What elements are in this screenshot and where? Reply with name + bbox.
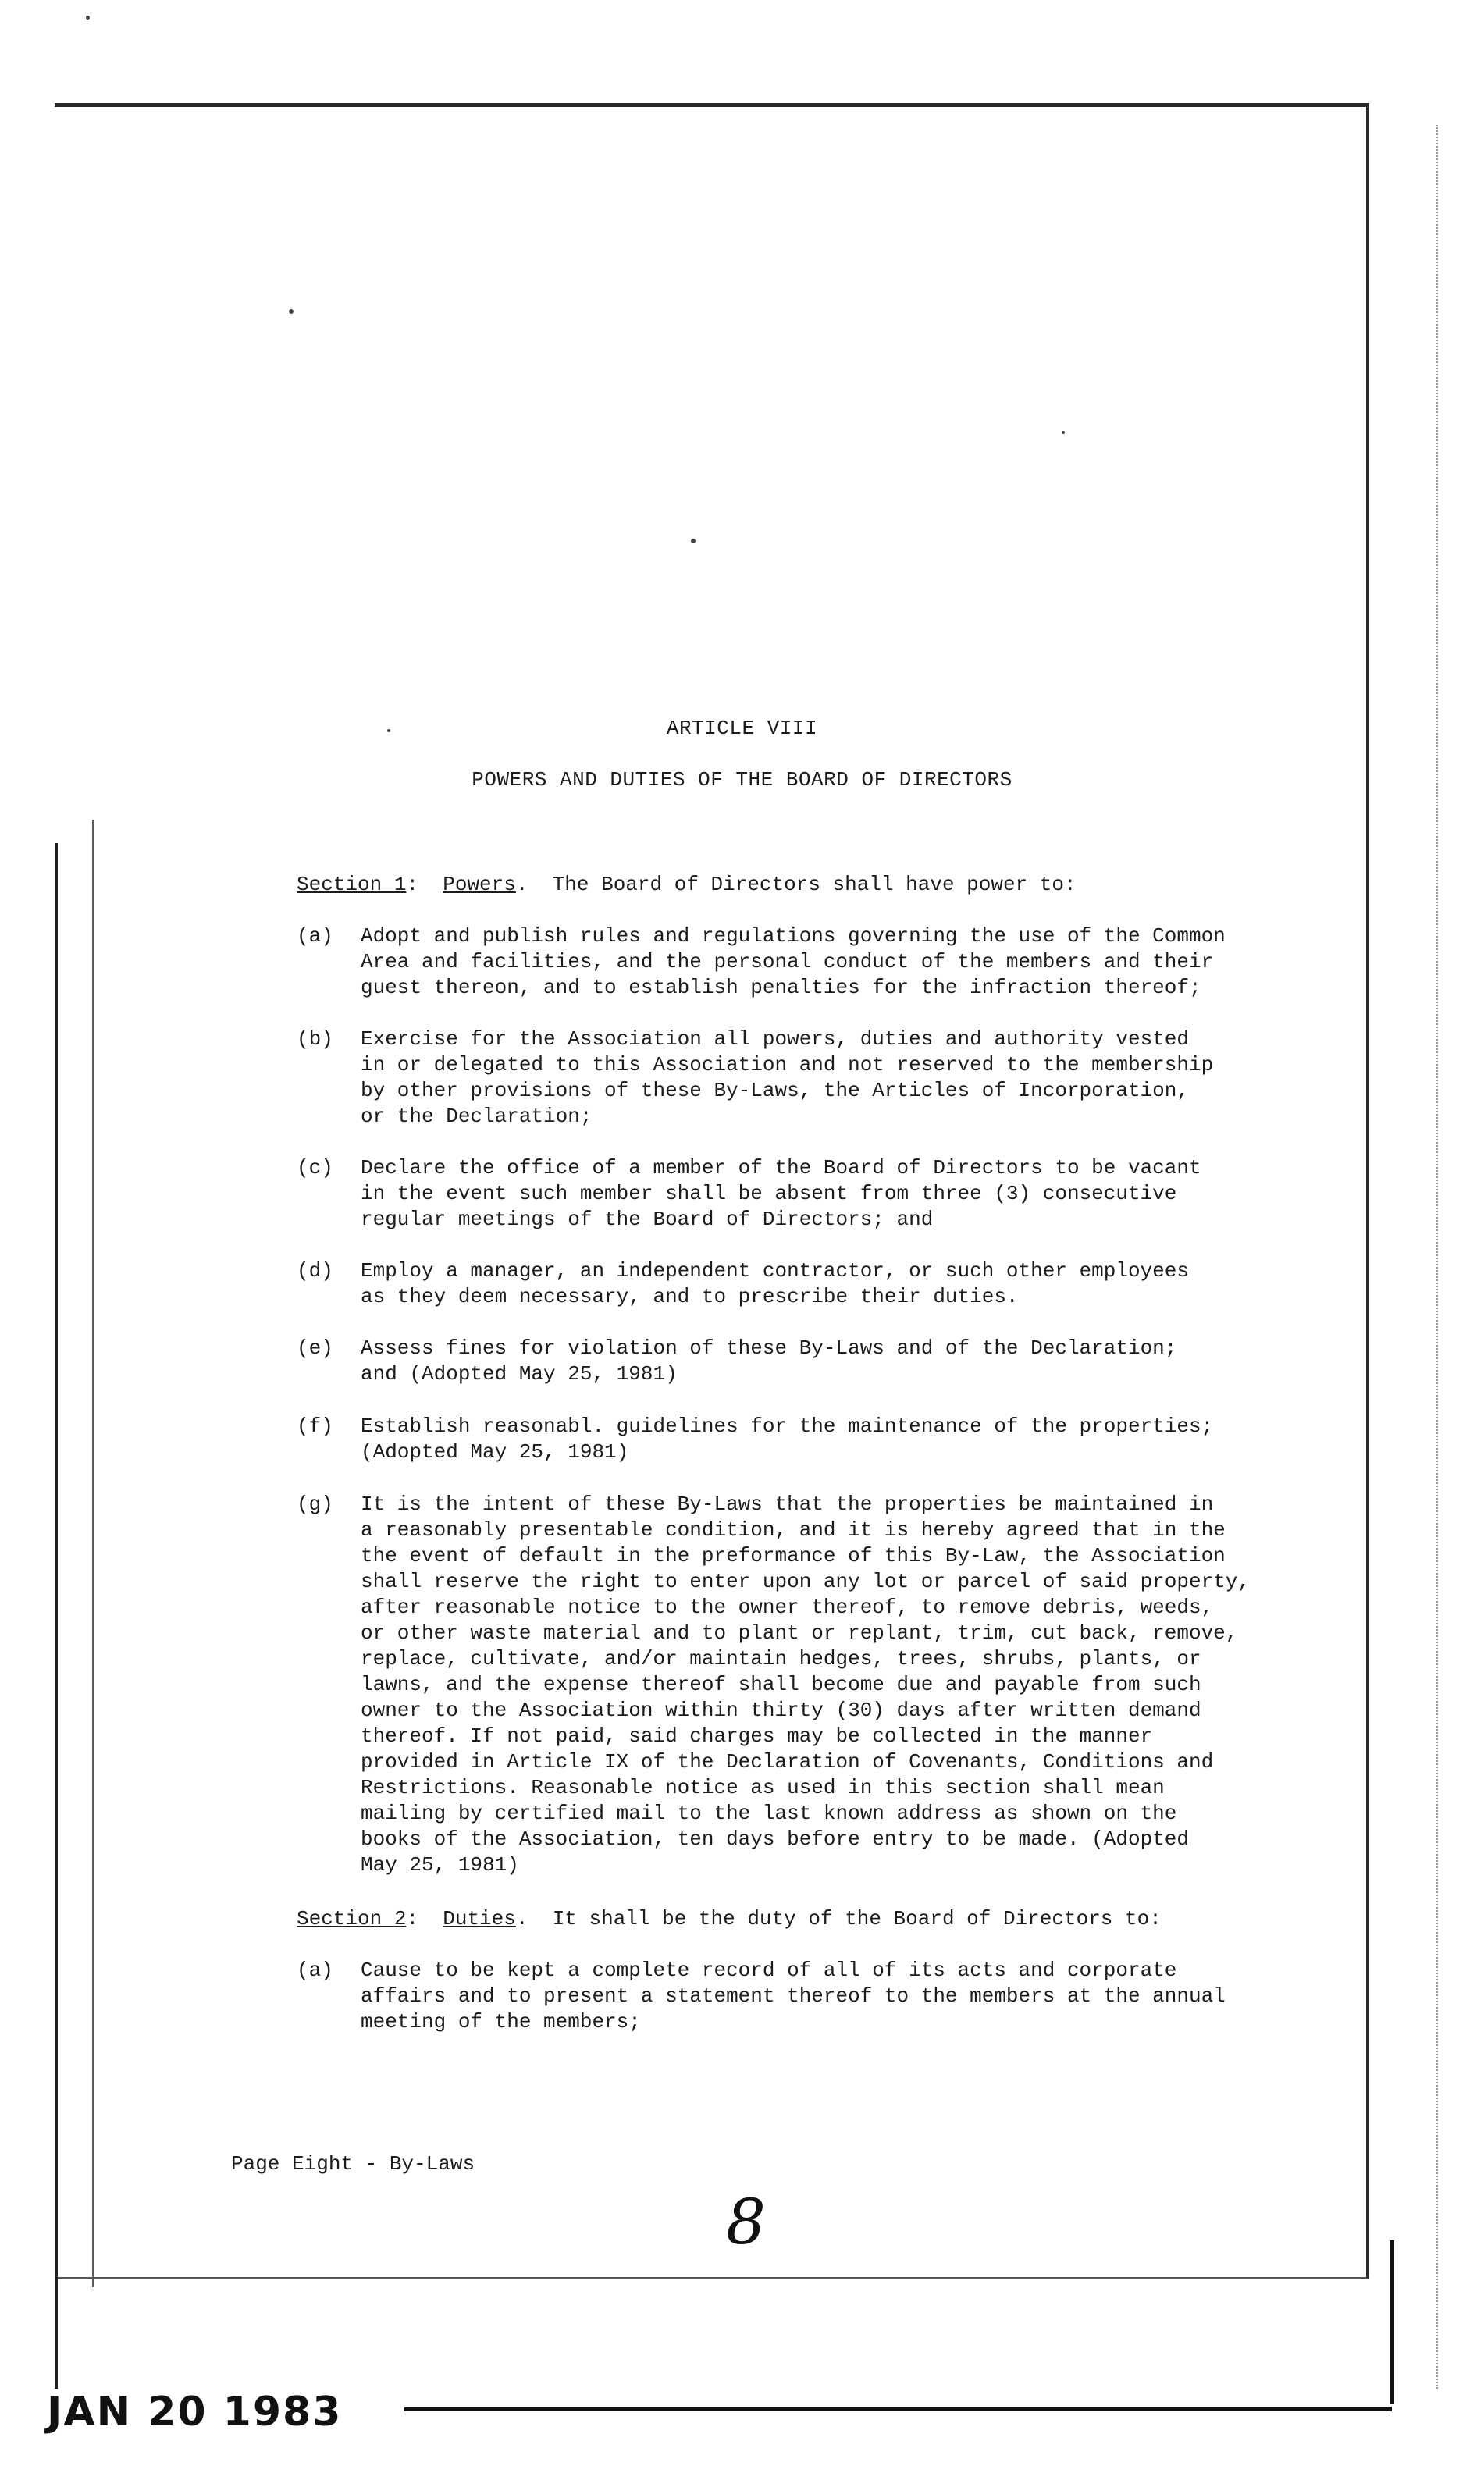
scan-speckle <box>289 309 294 314</box>
section-1-heading: Section 1: Powers. The Board of Directors shall have power to: <box>297 873 1077 896</box>
right-edge-scan-artifact <box>1436 125 1469 2389</box>
bottom-rule <box>404 2407 1392 2411</box>
item-text: Cause to be kept a complete record of all of its acts and corporate affairs and to present a statement thereof to the members at the annual meeting of the members; <box>361 1959 1226 2034</box>
item-text: Establish reasonabl. guidelines for the maintenance of the properties; (Adopted May 25, 1981) <box>361 1414 1214 1464</box>
page-footer: Page Eight - By-Laws <box>231 2152 475 2176</box>
item-text: Declare the office of a member of the Board of Directors to be vacant in the event such member shall be absent from three (3) consecutive regular meetings of the Board of Directors; and <box>361 1156 1201 1231</box>
item-label: (b) <box>297 1027 333 1051</box>
item-text: It is the intent of these By-Laws that the properties be maintained in a reasonably presentable condition, and it is hereby agreed that in the the event of default in the preformance of this By-Law, the Association shall reserve the right to enter upon any lot or parcel of said property, after reasonable notice to the owner thereof, to remove debris, weeds, or other waste material and to plant or replant, trim, cut back, remove, replace, cultivate, and/or maintain hedges, trees, shrubs, plants, or lawns, and the expense thereof shall become due and payable from such owner to the Association within thirty (30) days after written demand thereof. If not paid, said charges may be collected in the manner provided in Article IX of the Declaration of Covenants, Conditions and Restrictions. Reasonable notice as used in this section shall mean mailing by certified mail to the last known address as shown on the books of the Association, ten days before entry to be made. (Adopted May 25, 1981) <box>361 1493 1250 1877</box>
item-text: Exercise for the Association all powers, duties and authority vested in or delegated to this Association and not reserved to the membership by other provisions of these By-Laws, the Articles of Incorporation, or the Declaration; <box>361 1027 1214 1128</box>
section-2-heading: Section 2: Duties. It shall be the duty of the Board of Directors to: <box>297 1907 1162 1930</box>
left-margin-rule <box>55 843 58 2389</box>
item-label: (e) <box>297 1336 333 1360</box>
received-date-stamp: JAN 20 1983 <box>47 2389 343 2436</box>
left-margin-thin-rule <box>92 820 94 2287</box>
item-label: (g) <box>297 1493 333 1516</box>
item-label: (a) <box>297 1959 333 1982</box>
section-1-label: Section 1 <box>297 873 407 896</box>
item-text: Adopt and publish rules and regulations governing the use of the Common Area and facilities, and the personal conduct of the members and their guest thereon, and to establish penalties for the infraction thereof; <box>361 924 1226 999</box>
scan-speckle <box>86 16 90 20</box>
right-edge-rule <box>1390 2240 1394 2404</box>
section-2-title: Duties <box>443 1907 516 1930</box>
scan-speckle <box>691 539 696 543</box>
item-label: (f) <box>297 1414 333 1438</box>
scan-speckle <box>1062 431 1065 434</box>
item-text: Assess fines for violation of these By-Laws and of the Declaration; and (Adopted May 25, 1981) <box>361 1336 1177 1386</box>
section-2-label: Section 2 <box>297 1907 407 1930</box>
article-title: POWERS AND DUTIES OF THE BOARD OF DIRECTORS <box>472 768 1012 792</box>
section-1-title: Powers <box>443 873 516 896</box>
item-text: Employ a manager, an independent contractor, or such other employees as they deem necessary, and to prescribe their duties. <box>361 1259 1189 1308</box>
item-label: (c) <box>297 1156 333 1180</box>
handwritten-page-number: 8 <box>726 2186 766 2258</box>
section-1-intro: The Board of Directors shall have power to: <box>552 873 1077 896</box>
section-2-intro: It shall be the duty of the Board of Directors to: <box>552 1907 1162 1930</box>
item-label: (d) <box>297 1259 333 1283</box>
article-number: ARTICLE VIII <box>666 717 818 740</box>
item-label: (a) <box>297 924 333 948</box>
